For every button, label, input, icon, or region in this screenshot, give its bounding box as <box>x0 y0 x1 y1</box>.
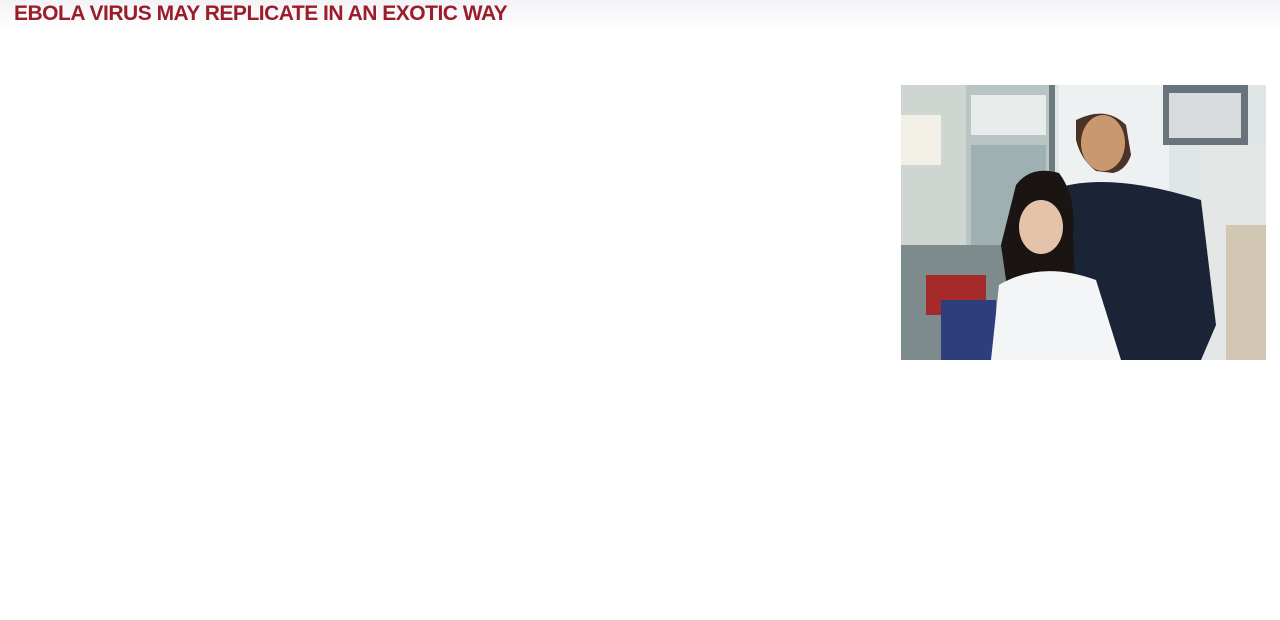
article-body <box>12 90 882 106</box>
article-photo <box>901 85 1266 360</box>
lab-photo-illustration <box>901 85 1266 360</box>
article-headline: EBOLA VIRUS MAY REPLICATE IN AN EXOTIC WAY <box>14 2 508 25</box>
